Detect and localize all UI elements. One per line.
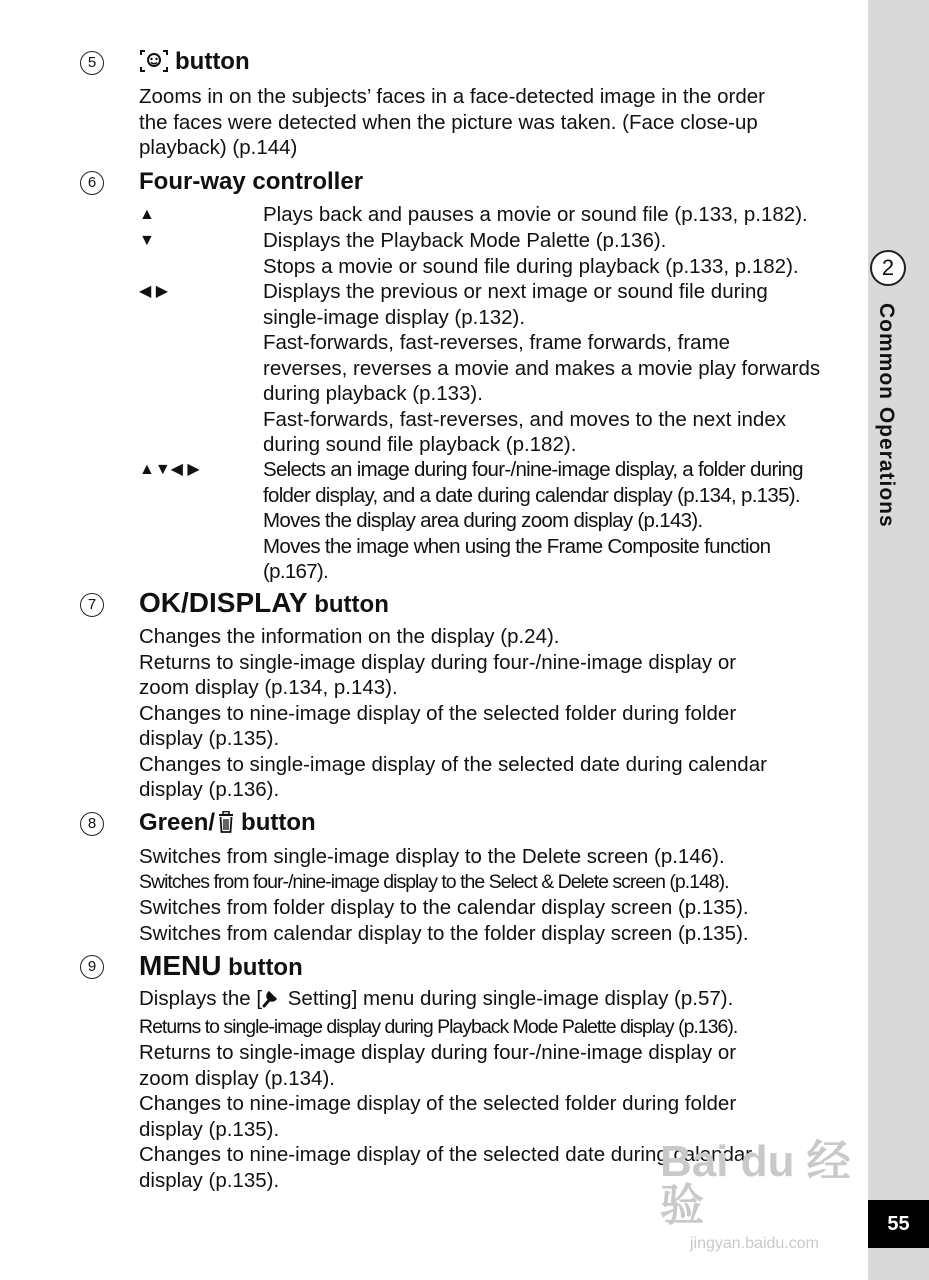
- row-description: [263, 202, 863, 228]
- row-description: [263, 457, 863, 585]
- body-line: Selects an image during four-/nine-image display, a folder during: [263, 458, 803, 481]
- page-number: 55: [868, 1200, 929, 1248]
- section-body: [139, 624, 859, 803]
- body-line: Changes the information on the display (p.24).: [139, 625, 560, 648]
- body-line: Switches from four-/nine-image display to the Select & Delete screen (p.148).: [139, 870, 729, 893]
- section-number: 6: [80, 171, 104, 195]
- body-line: display (p.136).: [139, 778, 280, 801]
- wrench-icon: [262, 989, 278, 1015]
- section-heading: [139, 950, 303, 982]
- down-arrow-key: ▼: [139, 232, 155, 249]
- menu-key-label: MENU: [139, 950, 222, 981]
- green-key-label: Green/: [139, 809, 216, 836]
- body-line: Returns to single-image display during four-/nine-image display or: [139, 1041, 737, 1064]
- body-line: Switches from single-image display to the Delete screen (p.146).: [139, 845, 725, 868]
- body-line: Displays the Playback Mode Palette (p.136).: [263, 229, 667, 252]
- body-line: folder display, and a date during calendar display (p.134, p.135).: [263, 483, 800, 507]
- section-body: [139, 844, 859, 946]
- line-suffix: Setting] menu during single-image display (p.57).: [282, 987, 734, 1010]
- body-line: Plays back and pauses a movie or sound file (p.133, p.182).: [263, 203, 808, 226]
- body-line: during sound file playback (p.182).: [263, 433, 577, 456]
- body-line: Switches from calendar display to the folder display screen (p.135).: [139, 921, 749, 945]
- section-title: button: [241, 809, 316, 836]
- body-line: during playback (p.133).: [263, 382, 483, 405]
- section-heading: [139, 809, 316, 840]
- watermark-main: Bai du 经验: [660, 1137, 851, 1230]
- chapter-number-badge: 2: [870, 250, 906, 286]
- body-line: zoom display (p.134, p.143).: [139, 676, 398, 699]
- row-description: [263, 279, 863, 458]
- body-line: playback) (p.144): [139, 136, 298, 159]
- baidu-watermark: [660, 1137, 870, 1252]
- body-line: Switches from folder display to the calendar display screen (p.135).: [139, 896, 749, 919]
- body-line: Changes to nine-image display of the selected folder during folder: [139, 701, 737, 725]
- body-line: zoom display (p.134).: [139, 1066, 335, 1090]
- section-title: button: [314, 591, 389, 618]
- section-heading: [139, 587, 389, 619]
- section-number: 8: [80, 812, 104, 836]
- line-prefix: Displays the [: [139, 987, 263, 1010]
- section-title: button: [228, 954, 303, 981]
- left-right-arrow-keys: ◀ ▶: [139, 283, 169, 300]
- section-title: button: [175, 48, 250, 75]
- body-line: Changes to nine-image display of the selected date during calendar: [139, 1143, 753, 1166]
- body-line: Changes to single-image display of the selected date during calendar: [139, 752, 767, 776]
- body-line: display (p.135).: [139, 1168, 280, 1192]
- four-way-arrow-keys: ▲▼◀ ▶: [139, 461, 200, 478]
- body-line: single-image display (p.132).: [263, 305, 526, 329]
- section-number: 7: [80, 593, 104, 617]
- face-closeup-icon: [139, 49, 169, 80]
- body-line: Fast-forwards, fast-reverses, frame forwards, frame: [263, 331, 731, 354]
- trash-icon: [217, 811, 235, 840]
- section-heading: Four-way controller: [139, 168, 364, 195]
- body-line: Moves the image when using the Frame Composite function: [263, 534, 771, 558]
- ok-display-key-label: OK/DISPLAY: [139, 587, 308, 618]
- body-line: Displays the previous or next image or sound file during: [263, 280, 768, 303]
- row-description: [263, 228, 863, 279]
- up-arrow-key: ▲: [139, 206, 155, 223]
- section-number: 9: [80, 955, 104, 979]
- body-line: display (p.135).: [139, 1117, 280, 1141]
- body-line: Changes to nine-image display of the selected folder during folder: [139, 1092, 737, 1115]
- watermark-url: jingyan.baidu.com: [690, 1235, 819, 1252]
- body-line: Fast-forwards, fast-reverses, and moves to the next index: [263, 407, 786, 431]
- body-line: Zooms in on the subjects’ faces in a face-detected image in the order: [139, 85, 765, 108]
- body-line: Moves the display area during zoom display (p.143).: [263, 509, 703, 532]
- body-line: Stops a movie or sound file during playback (p.133, p.182).: [263, 254, 799, 278]
- chapter-title: Common Operations: [875, 303, 898, 528]
- section-body: [139, 84, 859, 161]
- body-line: [139, 986, 859, 1015]
- body-line: (p.167).: [263, 560, 329, 583]
- chapter-side-tab: [868, 0, 929, 1280]
- body-line: the faces were detected when the picture was taken. (Face close-up: [139, 110, 758, 134]
- section-number: 5: [80, 51, 104, 75]
- body-line: reverses, reverses a movie and makes a movie play forwards: [263, 356, 821, 380]
- body-line: display (p.135).: [139, 727, 280, 750]
- body-line: Returns to single-image display during four-/nine-image display or: [139, 650, 737, 674]
- section-heading: [139, 48, 250, 80]
- body-line: Returns to single-image display during Playback Mode Palette display (p.136).: [139, 1015, 738, 1038]
